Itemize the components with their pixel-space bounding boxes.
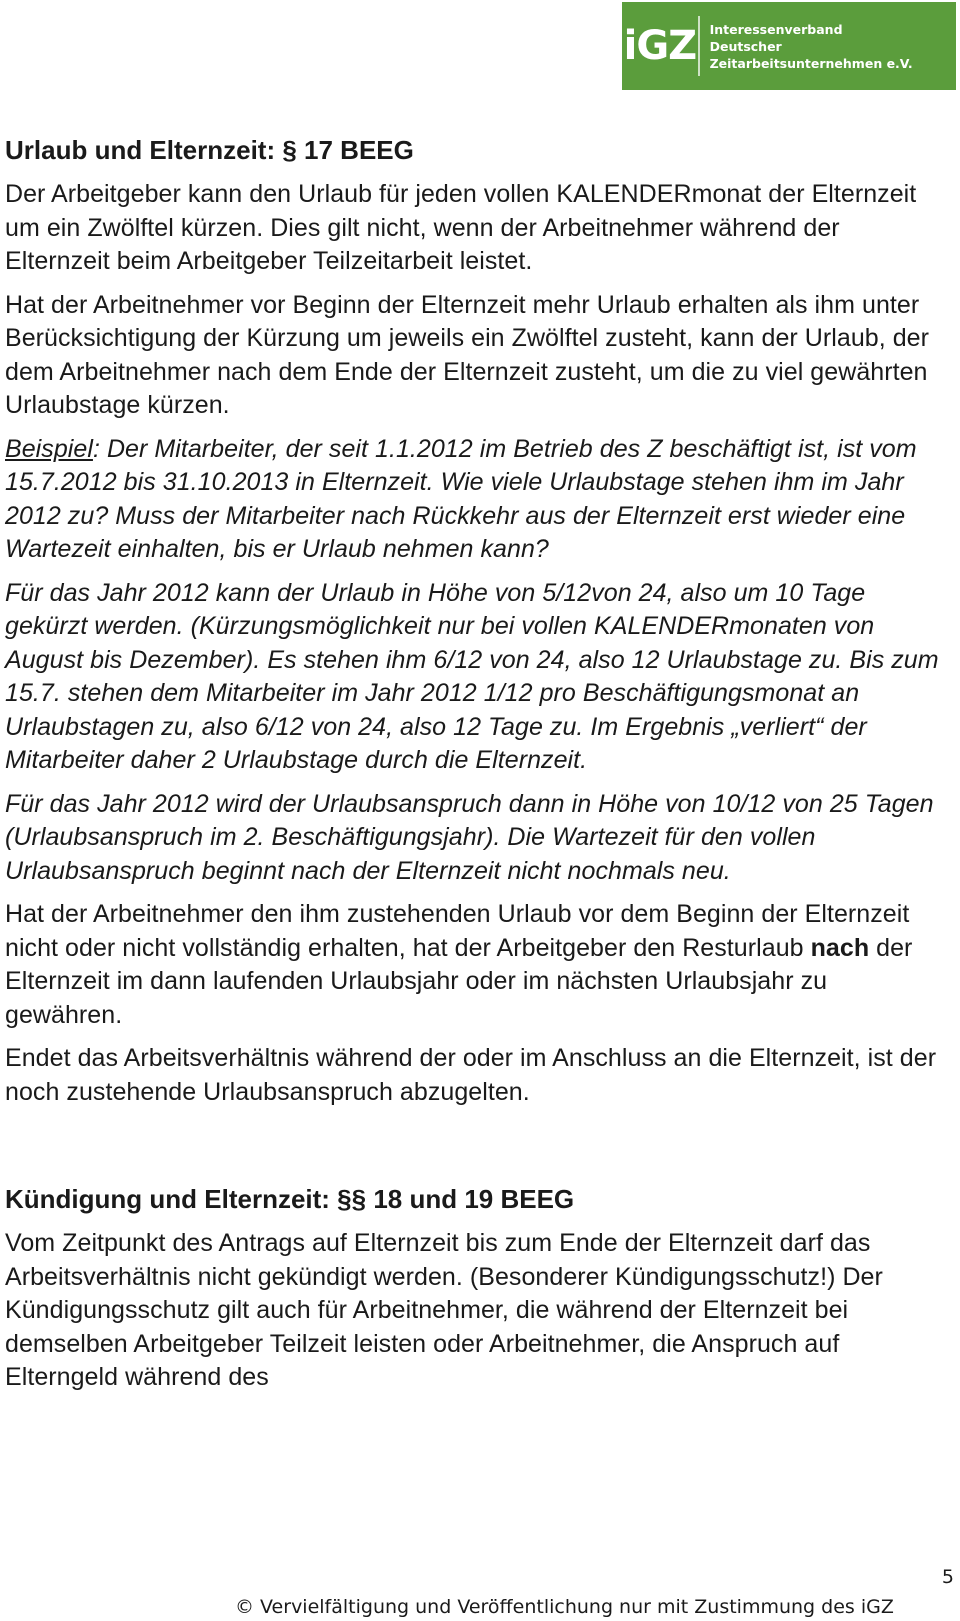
copyright-footer: © Vervielfältigung und Veröffentlichung nur mit Zustimmung des iGZ <box>235 1596 894 1618</box>
paragraph-kuerzung: Der Arbeitgeber kann den Urlaub für jeden vollen KALENDERmonat der Elternzeit um ein Zwölftel kürzen. Dies gilt nicht, wenn der Arbeitnehmer während der Elternzeit beim Arbeitgeber Teilzeitarbeit leistet. <box>5 180 917 275</box>
resturlaub-bold-nach: nach <box>810 933 870 962</box>
document-body <box>5 134 950 1395</box>
paragraph-zu-viel-urlaub: Hat der Arbeitnehmer vor Beginn der Elternzeit mehr Urlaub erhalten als ihm unter Berücksichtigung der Kürzung um jeweils ein Zwölftel zusteht, kann der Urlaub, der dem Arbeitnehmer nach dem Ende der Elternzeit zusteht, um die zu viel gewährten Urlaubstage kürzen. <box>5 290 929 419</box>
answer-paragraph-1: Für das Jahr 2012 kann der Urlaub in Höhe von 5/12von 24, also um 10 Tage gekürzt werden. (Kürzungsmöglichkeit nur bei vollen KALENDERmonaten von August bis Dezember). Es stehen ihm 6/12 von 24, also 12 Urlaubstage zu. Bis zum 15.7. stehen dem Mitarbeiter im Jahr 2012 1/12 pro Beschäftigungsmonat an Urlaubstagen zu, also 6/12 von 24, also 12 Tage zu. Im Ergebnis „verliert“ der Mitarbeiter daher 2 Urlaubstage durch die Elternzeit. <box>5 578 939 774</box>
logo-divider <box>698 16 700 76</box>
example-label: Beispiel <box>5 434 93 463</box>
resturlaub-text-1: Hat der Arbeitnehmer den ihm zustehenden Urlaub vor dem Beginn der Elternzeit nicht oder nicht vollständig erhalten, hat der Arbeitgeber den Resturlaub <box>5 900 910 962</box>
paragraph-kuendigungsschutz: Vom Zeitpunkt des Antrags auf Elternzeit bis zum Ende der Elternzeit darf das Arbeitsverhältnis nicht gekündigt werden. (Besonderer Kündigungsschutz!) Der Kündigungsschutz gilt auch für Arbeitnehmer, die während der Elternzeit bei demselben Arbeitgeber Teilzeit leisten oder Arbeitnehmer, die Anspruch auf Elterngeld während des <box>5 1229 883 1391</box>
section-heading-kuendigung: Kündigung und Elternzeit: §§ 18 und 19 BEEG <box>5 1184 575 1214</box>
igz-logo-mark: iGZ <box>623 23 697 69</box>
resturlaub-text-2: der Elternzeit im dann laufenden Urlaubsjahr oder im nächsten Urlaubsjahr zu gewähren. <box>5 933 913 1029</box>
section-heading-urlaub: Urlaub und Elternzeit: § 17 BEEG <box>5 135 414 165</box>
page-number: 5 <box>941 1566 954 1588</box>
example-paragraph <box>5 433 950 567</box>
paragraph-resturlaub <box>5 898 950 1032</box>
example-text: : Der Mitarbeiter, der seit 1.1.2012 im Betrieb des Z beschäftigt ist, ist vom 15.7.2012 bis 31.10.2013 in Elternzeit. Wie viele Urlaubstage stehen ihm im Jahr 2012 zu? Muss der Mitarbeiter nach Rückkehr aus der Elternzeit erst wieder eine Wartezeit einhalten, bis er Urlaub nehmen kann? <box>5 434 917 563</box>
answer-paragraph-2: Für das Jahr 2012 wird der Urlaubsanspruch dann in Höhe von 10/12 von 25 Tagen (Urlaubsanspruch im 2. Beschäftigungsjahr). Die Wartezeit für den vollen Urlaubsanspruch beginnt nach der Elternzeit nicht nochmals neu. <box>5 789 934 885</box>
logo-text <box>710 21 956 72</box>
logo-line-1: Interessenverband <box>709 21 843 37</box>
logo-line-2: Deutscher Zeitarbeitsunternehmen e.V. <box>709 38 913 71</box>
paragraph-abgeltung: Endet das Arbeitsverhältnis während der oder im Anschluss an die Elternzeit, ist der noch zustehende Urlaubsanspruch abzugelten. <box>5 1044 937 1106</box>
igz-logo <box>622 2 956 90</box>
